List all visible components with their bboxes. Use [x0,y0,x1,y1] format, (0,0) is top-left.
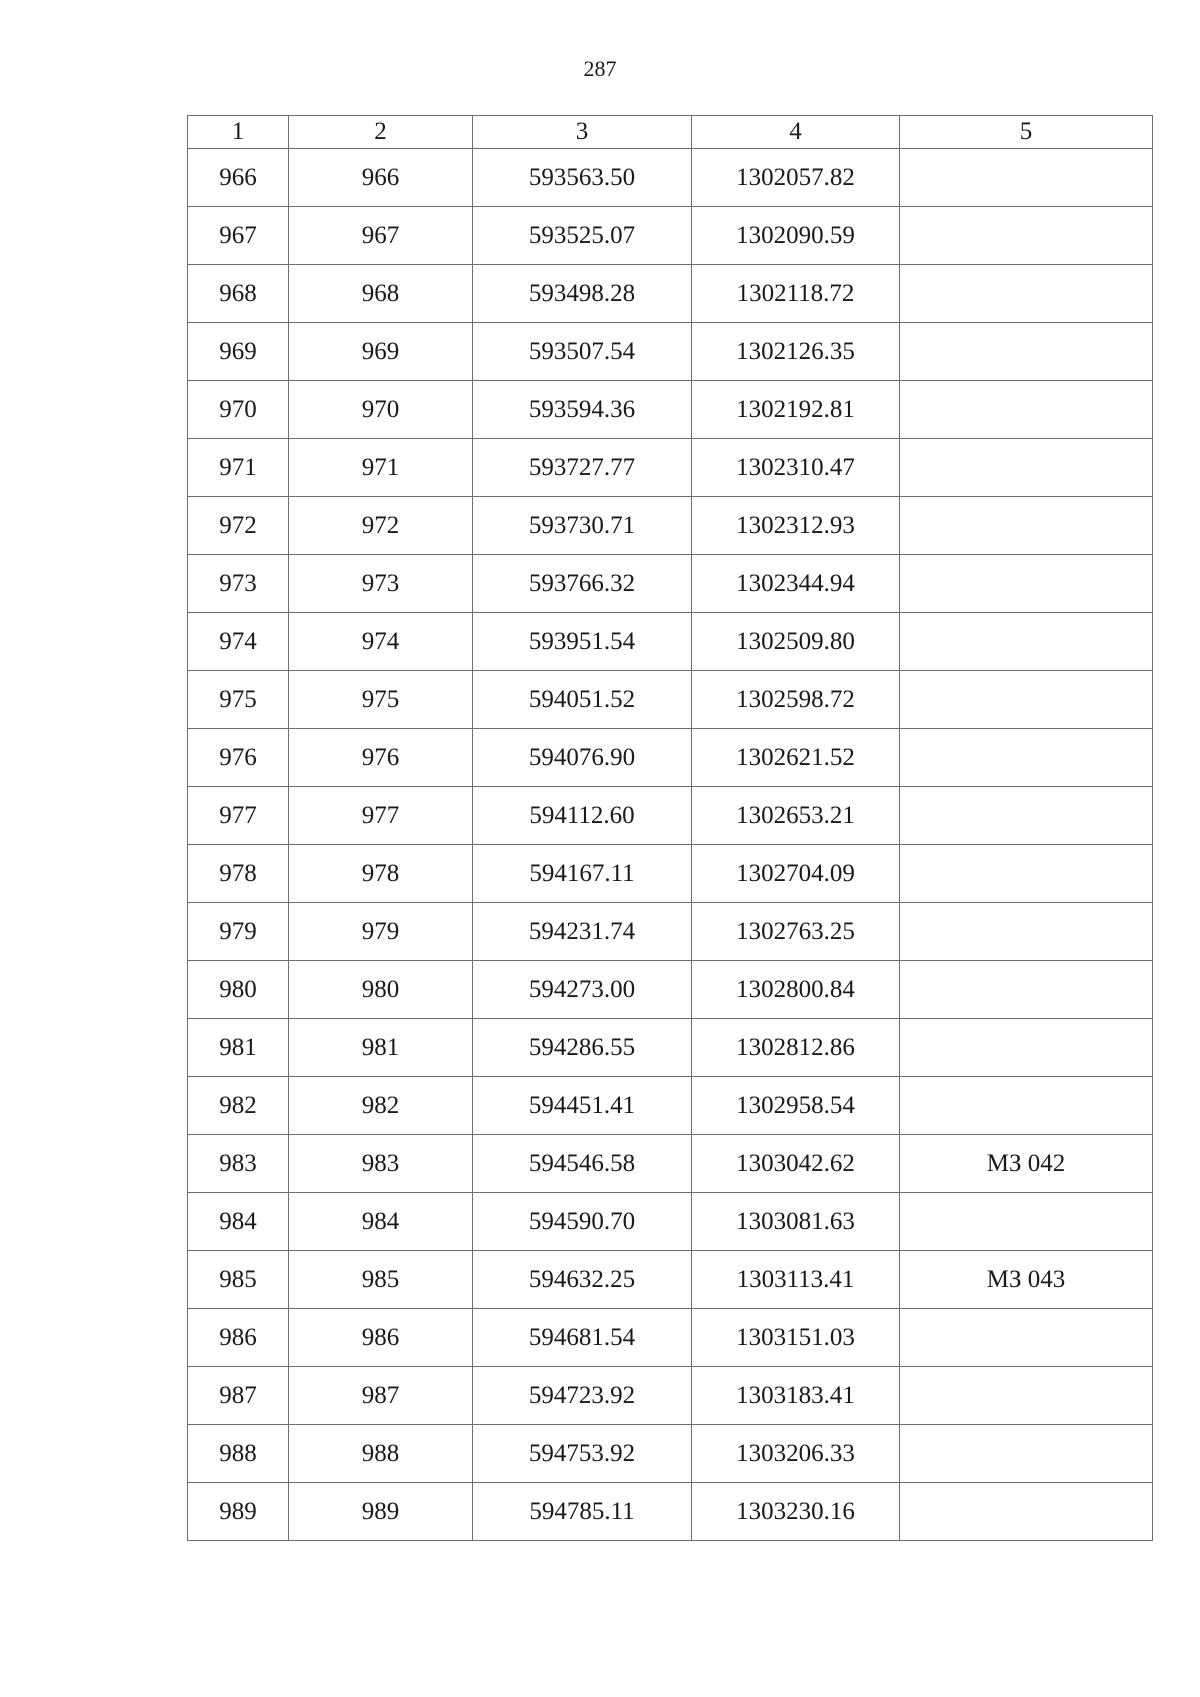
y-coordinate-cell: 1302704.09 [692,845,900,903]
point-number-cell: 981 [188,1019,289,1077]
x-coordinate-cell: 594723.92 [473,1367,692,1425]
y-coordinate-cell: 1303183.41 [692,1367,900,1425]
point-number-cell: 977 [188,787,289,845]
y-coordinate-cell: 1302090.59 [692,207,900,265]
y-coordinate-cell: 1302763.25 [692,903,900,961]
point-number-cell: 969 [188,323,289,381]
x-coordinate-cell: 593498.28 [473,265,692,323]
point-id-cell: 979 [289,903,473,961]
y-coordinate-cell: 1303042.62 [692,1135,900,1193]
point-number-cell: 984 [188,1193,289,1251]
note-cell [900,1019,1153,1077]
point-number-cell: 982 [188,1077,289,1135]
point-number-cell: 979 [188,903,289,961]
point-id-cell: 966 [289,149,473,207]
point-id-cell: 978 [289,845,473,903]
point-number-cell: 967 [188,207,289,265]
table-row [188,149,1153,207]
point-id-cell: 971 [289,439,473,497]
page-number: 287 [583,56,617,81]
point-id-cell: 980 [289,961,473,1019]
x-coordinate-cell: 594681.54 [473,1309,692,1367]
x-coordinate-cell: 593766.32 [473,555,692,613]
note-cell [900,1193,1153,1251]
note-cell [900,1077,1153,1135]
column-header-5: 5 [900,116,1153,149]
x-coordinate-cell: 594273.00 [473,961,692,1019]
table-row [188,207,1153,265]
point-number-cell: 985 [188,1251,289,1309]
coordinates-table [187,115,1153,1541]
y-coordinate-cell: 1302344.94 [692,555,900,613]
table-row [188,1483,1153,1541]
table-row [188,1367,1153,1425]
table-row [188,439,1153,497]
table-row [188,1251,1153,1309]
note-cell [900,1483,1153,1541]
y-coordinate-cell: 1303206.33 [692,1425,900,1483]
table-row [188,845,1153,903]
point-id-cell: 981 [289,1019,473,1077]
table-row [188,1019,1153,1077]
x-coordinate-cell: 594590.70 [473,1193,692,1251]
note-cell [900,323,1153,381]
point-number-cell: 983 [188,1135,289,1193]
point-id-cell: 986 [289,1309,473,1367]
y-coordinate-cell: 1302118.72 [692,265,900,323]
point-number-cell: 976 [188,729,289,787]
column-header-1: 1 [188,116,289,149]
table-row [188,323,1153,381]
note-cell [900,439,1153,497]
x-coordinate-cell: 594076.90 [473,729,692,787]
point-id-cell: 969 [289,323,473,381]
note-cell [900,555,1153,613]
point-number-cell: 974 [188,613,289,671]
note-cell: МЗ 042 [900,1135,1153,1193]
point-id-cell: 985 [289,1251,473,1309]
table-row [188,613,1153,671]
note-cell [900,787,1153,845]
y-coordinate-cell: 1302192.81 [692,381,900,439]
table-row [188,729,1153,787]
point-number-cell: 966 [188,149,289,207]
y-coordinate-cell: 1302800.84 [692,961,900,1019]
point-id-cell: 989 [289,1483,473,1541]
note-cell [900,149,1153,207]
note-cell: МЗ 043 [900,1251,1153,1309]
table-row [188,1135,1153,1193]
y-coordinate-cell: 1302057.82 [692,149,900,207]
point-id-cell: 974 [289,613,473,671]
table-row [188,1077,1153,1135]
point-id-cell: 976 [289,729,473,787]
point-number-cell: 989 [188,1483,289,1541]
point-id-cell: 982 [289,1077,473,1135]
x-coordinate-cell: 594632.25 [473,1251,692,1309]
x-coordinate-cell: 593507.54 [473,323,692,381]
y-coordinate-cell: 1302598.72 [692,671,900,729]
point-number-cell: 972 [188,497,289,555]
x-coordinate-cell: 593730.71 [473,497,692,555]
y-coordinate-cell: 1303151.03 [692,1309,900,1367]
table-row [188,671,1153,729]
note-cell [900,497,1153,555]
table-row [188,1309,1153,1367]
table-row [188,497,1153,555]
table-row [188,265,1153,323]
x-coordinate-cell: 594286.55 [473,1019,692,1077]
table-body [188,149,1153,1541]
point-id-cell: 977 [289,787,473,845]
column-header-3: 3 [473,116,692,149]
column-header-4: 4 [692,116,900,149]
y-coordinate-cell: 1303113.41 [692,1251,900,1309]
y-coordinate-cell: 1302310.47 [692,439,900,497]
y-coordinate-cell: 1302509.80 [692,613,900,671]
point-number-cell: 970 [188,381,289,439]
table-header-row [188,116,1153,149]
note-cell [900,903,1153,961]
table-row [188,961,1153,1019]
x-coordinate-cell: 594231.74 [473,903,692,961]
x-coordinate-cell: 594112.60 [473,787,692,845]
point-number-cell: 987 [188,1367,289,1425]
table-row [188,903,1153,961]
y-coordinate-cell: 1303081.63 [692,1193,900,1251]
note-cell [900,961,1153,1019]
point-number-cell: 973 [188,555,289,613]
point-id-cell: 988 [289,1425,473,1483]
x-coordinate-cell: 593951.54 [473,613,692,671]
x-coordinate-cell: 594451.41 [473,1077,692,1135]
note-cell [900,729,1153,787]
x-coordinate-cell: 593727.77 [473,439,692,497]
x-coordinate-cell: 594051.52 [473,671,692,729]
y-coordinate-cell: 1303230.16 [692,1483,900,1541]
x-coordinate-cell: 593594.36 [473,381,692,439]
table-row [188,381,1153,439]
column-header-2: 2 [289,116,473,149]
note-cell [900,845,1153,903]
table-row [188,555,1153,613]
y-coordinate-cell: 1302958.54 [692,1077,900,1135]
x-coordinate-cell: 594785.11 [473,1483,692,1541]
x-coordinate-cell: 593525.07 [473,207,692,265]
x-coordinate-cell: 593563.50 [473,149,692,207]
x-coordinate-cell: 594753.92 [473,1425,692,1483]
point-number-cell: 980 [188,961,289,1019]
note-cell [900,1425,1153,1483]
point-id-cell: 967 [289,207,473,265]
point-id-cell: 975 [289,671,473,729]
note-cell [900,265,1153,323]
point-number-cell: 975 [188,671,289,729]
point-id-cell: 970 [289,381,473,439]
point-id-cell: 984 [289,1193,473,1251]
table-row [188,787,1153,845]
note-cell [900,207,1153,265]
x-coordinate-cell: 594546.58 [473,1135,692,1193]
y-coordinate-cell: 1302312.93 [692,497,900,555]
y-coordinate-cell: 1302126.35 [692,323,900,381]
point-number-cell: 978 [188,845,289,903]
x-coordinate-cell: 594167.11 [473,845,692,903]
point-id-cell: 968 [289,265,473,323]
note-cell [900,671,1153,729]
point-number-cell: 968 [188,265,289,323]
y-coordinate-cell: 1302812.86 [692,1019,900,1077]
table-row [188,1193,1153,1251]
note-cell [900,613,1153,671]
point-number-cell: 988 [188,1425,289,1483]
note-cell [900,381,1153,439]
note-cell [900,1367,1153,1425]
point-number-cell: 971 [188,439,289,497]
point-id-cell: 972 [289,497,473,555]
y-coordinate-cell: 1302621.52 [692,729,900,787]
point-id-cell: 973 [289,555,473,613]
point-id-cell: 983 [289,1135,473,1193]
table-row [188,1425,1153,1483]
note-cell [900,1309,1153,1367]
y-coordinate-cell: 1302653.21 [692,787,900,845]
point-number-cell: 986 [188,1309,289,1367]
point-id-cell: 987 [289,1367,473,1425]
